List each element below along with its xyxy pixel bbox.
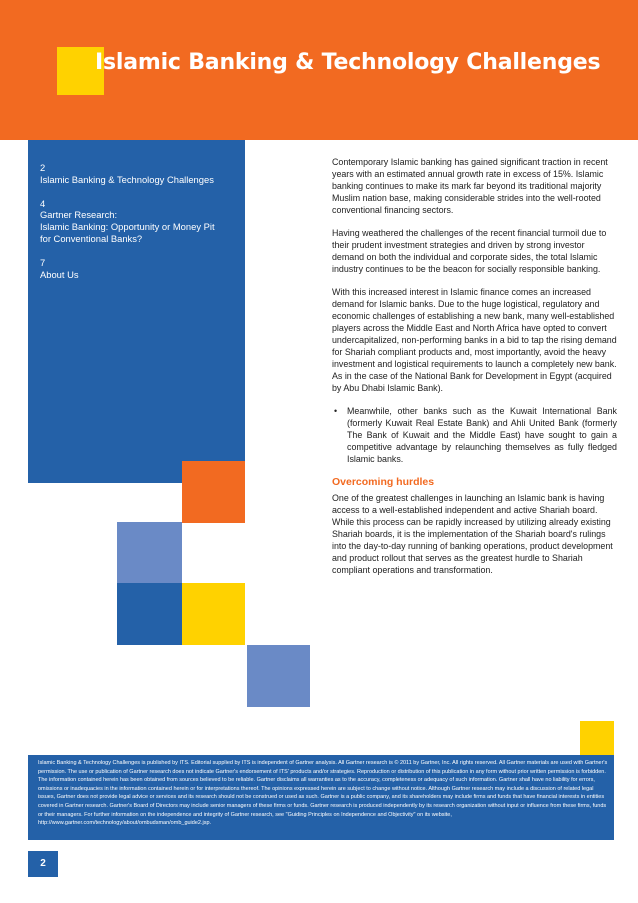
page-number: 2	[40, 858, 46, 869]
article-body	[332, 156, 617, 587]
body-paragraph: Having weathered the challenges of the recent financial turmoil due to their prudent investment strategies and driven by strong investor demand on both the individual and corporate sides, the total Islamic industry continues to be the beacon for socially responsible banking.	[332, 228, 607, 274]
toc-entry-title: About Us	[40, 268, 79, 280]
table-of-contents	[40, 162, 240, 292]
page-title: Islamic Banking & Technology Challenges	[95, 50, 601, 75]
decorative-square-yellow	[182, 583, 245, 645]
decorative-square-dark-blue	[117, 583, 182, 645]
toc-entry-title: for Conventional Banks?	[40, 232, 143, 244]
bullet-icon: •	[334, 406, 338, 416]
decorative-square-light-blue	[117, 522, 182, 583]
toc-entry-title: Islamic Banking & Technology Challenges	[40, 173, 214, 185]
bullet-item	[332, 405, 617, 465]
section-heading: Overcoming hurdles	[332, 476, 435, 488]
toc-page-number: 2	[40, 162, 46, 173]
body-paragraph: With this increased interest in Islamic finance comes an increased demand for Islamic banks. Due to the huge logistical, regulatory and economic challenges of establishing a new bank, many well-established players across the Middle East and North Africa have opted to convert undercapitalized, non-performing banks in a bid to tap the rising demand for Shariah compliant products and, most importantly, avoid the heavy investment and logistical requirements to launch a completely new bank. As in the case of the National Bank for Development in Egypt (acquired by Abu Dhabi Islamic Bank).	[332, 287, 617, 393]
toc-entry-title: Gartner Research:	[40, 209, 118, 221]
toc-entry[interactable]	[40, 162, 240, 186]
decorative-square-orange	[182, 461, 245, 523]
toc-page-number: 4	[40, 197, 46, 209]
decorative-square-light-blue	[247, 645, 310, 707]
footer-disclaimer: Islamic Banking & Technology Challenges is published by ITS. Editorial supplied by ITS is independent of Gartner analysis. All Gartner research is © 2011 by Gartner, Inc. All rights reserved. All Gartner materials are used with Gartner's permission. The use or publication of Gartner research does not indicate Gartner's endorsement of ITS' products and/or strategies. Reproduction or distribution of this publication in any form without prior written permission is forbidden. The information contained herein has been obtained from sources believed to be reliable. Gartner disclaims all warranties as to the accuracy, completeness or adequacy of such information. Gartner shall have no liability for errors, omissions or inadequacies in the information contained herein or for interpretations thereof. The opinions expressed herein are subject to change without notice. Although Gartner research may include a discussion of related legal issues, Gartner does not provide legal advice or services and its research should not be construed or used as such. Gartner is a public company, and its shareholders may include firms and funds that have financial interests in entities covered in Gartner research. Gartner's Board of Directors may include senior managers of these firms or funds. Gartner research is produced independently by its research organization without input or influence from these firms, funds or their managers. For further information on the independence and integrity of Gartner research, see "Guiding Principles on Independence and Objectivity" on its website, http://www.gartner.com/technology/about/ombudsman/omb_guide2.jsp.	[38, 760, 608, 827]
toc-entry[interactable]	[40, 198, 240, 245]
bullet-text: Meanwhile, other banks such as the Kuwait International Bank (formerly Kuwait Real Estate Bank) and Ahli United Bank (formerly The Bank of Kuwait and the Middle East) have sought to gain a competitive advantage by relaunching themselves as fully fledged Islamic banks.	[347, 406, 617, 464]
toc-entry[interactable]	[40, 257, 240, 281]
body-paragraph: One of the greatest challenges in launching an Islamic bank is having access to a well-established independent and active Shariah board. While this process can be rapidly increased by utilizing already existing Shariah boards, it is the implementation of the Shariah board's rulings into the day-to-day running of banking operations, product development and product rollout that serves as the greatest hurdle to Shariah compliant operations and transformation.	[332, 493, 613, 575]
toc-entry-title: Islamic Banking: Opportunity or Money Pit	[40, 221, 215, 233]
body-paragraph: Contemporary Islamic banking has gained significant traction in recent years with an estimated annual growth rate in excess of 15%. Islamic banking continues to make its mark far beyond its traditional majority Muslim nation base, making considerable strides into the well-rooted conventional financing sectors.	[332, 157, 608, 215]
toc-page-number: 7	[40, 256, 46, 268]
footer-accent-square	[580, 721, 614, 755]
